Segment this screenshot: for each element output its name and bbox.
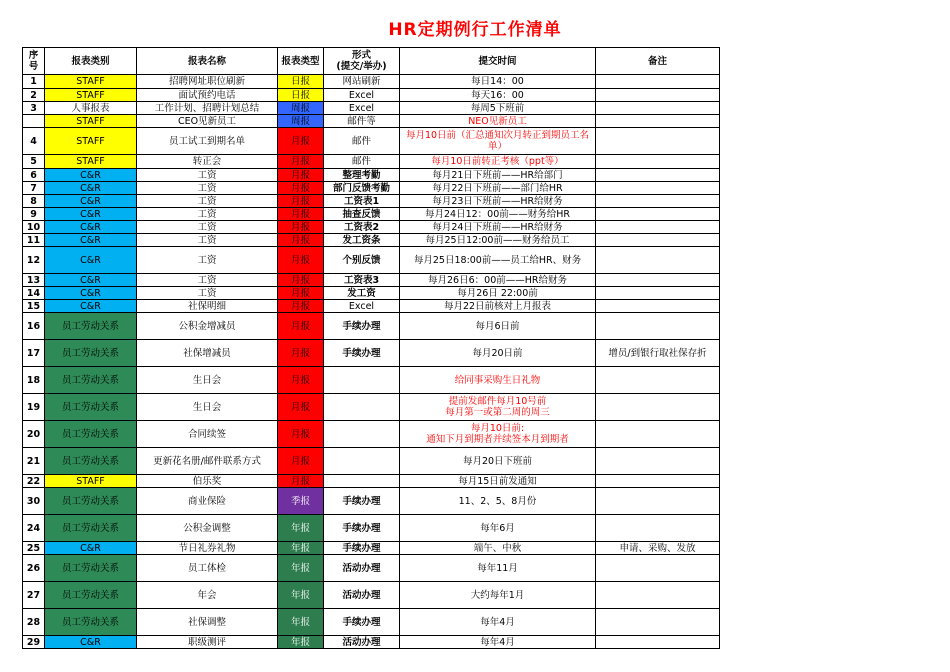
- row-report-name: 招聘网址职位刷新: [137, 75, 278, 89]
- row-report-type: 年报: [278, 609, 324, 636]
- row-report-type: 周报: [278, 115, 324, 128]
- table-row: [23, 421, 720, 448]
- row-category: 人事报表: [45, 102, 137, 115]
- row-report-name: 员工体检: [137, 555, 278, 582]
- table-row: [23, 169, 720, 182]
- row-report-type: 月报: [278, 234, 324, 247]
- row-note: 增员/到银行取社保存折: [596, 340, 720, 367]
- row-note: [596, 128, 720, 155]
- row-note: [596, 208, 720, 221]
- row-report-name: 工资: [137, 169, 278, 182]
- row-submit-time: 每月10日前转正考核（ppt等）: [400, 155, 596, 169]
- row-submit-time: 每年4月: [400, 609, 596, 636]
- row-note: [596, 394, 720, 421]
- row-report-type: 月报: [278, 340, 324, 367]
- row-submit-time: 每月22日前核对上月报表: [400, 300, 596, 313]
- row-report-name: 合同续签: [137, 421, 278, 448]
- row-note: [596, 75, 720, 89]
- row-note: [596, 182, 720, 195]
- row-category: STAFF: [45, 75, 137, 89]
- row-report-type: 年报: [278, 636, 324, 649]
- row-report-type: 月报: [278, 394, 324, 421]
- row-note: [596, 169, 720, 182]
- row-submit-time: 给同事采购生日礼物: [400, 367, 596, 394]
- row-number: 7: [23, 182, 45, 195]
- row-submit-time: 每月20日下班前: [400, 448, 596, 475]
- row-submit-time: 每年6月: [400, 515, 596, 542]
- row-report-type: 月报: [278, 475, 324, 488]
- row-number: 27: [23, 582, 45, 609]
- row-report-name: 工作计划、招聘计划总结: [137, 102, 278, 115]
- row-number: 15: [23, 300, 45, 313]
- row-note: [596, 195, 720, 208]
- header-no: 序号: [23, 48, 45, 75]
- table-row: [23, 182, 720, 195]
- row-note: [596, 475, 720, 488]
- row-report-type: 月报: [278, 274, 324, 287]
- row-report-name: 更新花名册/邮件联系方式: [137, 448, 278, 475]
- row-form: [324, 367, 400, 394]
- row-submit-time: NEO见新员工: [400, 115, 596, 128]
- row-number: 29: [23, 636, 45, 649]
- row-number: 3: [23, 102, 45, 115]
- row-note: [596, 448, 720, 475]
- row-note: 申请、采购、发放: [596, 542, 720, 555]
- row-category: C&R: [45, 274, 137, 287]
- row-submit-time: 每月15日前发通知: [400, 475, 596, 488]
- row-submit-time: 每周5下班前: [400, 102, 596, 115]
- row-category: 员工劳动关系: [45, 340, 137, 367]
- row-submit-time: 每年4月: [400, 636, 596, 649]
- table-row: [23, 394, 720, 421]
- row-category: 员工劳动关系: [45, 488, 137, 515]
- row-report-type: 周报: [278, 102, 324, 115]
- row-category: 员工劳动关系: [45, 367, 137, 394]
- row-report-type: 月报: [278, 208, 324, 221]
- row-report-name: 生日会: [137, 394, 278, 421]
- row-submit-time: 每月24日下班前——HR给财务: [400, 221, 596, 234]
- row-form: 活动办理: [324, 582, 400, 609]
- row-category: 员工劳动关系: [45, 313, 137, 340]
- row-report-name: 工资: [137, 287, 278, 300]
- row-report-type: 月报: [278, 182, 324, 195]
- row-form: 活动办理: [324, 555, 400, 582]
- row-report-name: 工资: [137, 221, 278, 234]
- row-form: 抽查反馈: [324, 208, 400, 221]
- header-note: 备注: [596, 48, 720, 75]
- row-report-type: 月报: [278, 128, 324, 155]
- row-category: C&R: [45, 169, 137, 182]
- header-time: 提交时间: [400, 48, 596, 75]
- row-submit-time: 大约每年1月: [400, 582, 596, 609]
- table-row: [23, 582, 720, 609]
- row-note: [596, 221, 720, 234]
- row-number: 13: [23, 274, 45, 287]
- row-form: 部门反馈考勤: [324, 182, 400, 195]
- row-number: 2: [23, 89, 45, 102]
- table-row: [23, 515, 720, 542]
- table-row: [23, 542, 720, 555]
- row-category: C&R: [45, 221, 137, 234]
- row-category: 员工劳动关系: [45, 448, 137, 475]
- row-category: 员工劳动关系: [45, 394, 137, 421]
- row-submit-time: 每月21日下班前——HR给部门: [400, 169, 596, 182]
- row-form: 手续办理: [324, 488, 400, 515]
- table-row: [23, 340, 720, 367]
- row-category: C&R: [45, 234, 137, 247]
- row-submit-time: 每月22日下班前——部门给HR: [400, 182, 596, 195]
- row-category: C&R: [45, 287, 137, 300]
- row-number: 9: [23, 208, 45, 221]
- row-note: [596, 582, 720, 609]
- row-number: 20: [23, 421, 45, 448]
- table-row: [23, 75, 720, 89]
- row-form: 个别反馈: [324, 247, 400, 274]
- row-form: [324, 475, 400, 488]
- row-number: 28: [23, 609, 45, 636]
- row-note: [596, 234, 720, 247]
- row-report-type: 年报: [278, 555, 324, 582]
- row-submit-time: 每月10日前: 通知下月到期者并续签本月到期者: [400, 421, 596, 448]
- row-note: [596, 515, 720, 542]
- row-report-name: 商业保险: [137, 488, 278, 515]
- row-number: 10: [23, 221, 45, 234]
- row-submit-time: 每月25日18:00前——员工给HR、财务: [400, 247, 596, 274]
- row-report-name: 员工试工到期名单: [137, 128, 278, 155]
- row-report-name: 社保调整: [137, 609, 278, 636]
- table-row: [23, 89, 720, 102]
- row-category: 员工劳动关系: [45, 582, 137, 609]
- row-note: [596, 89, 720, 102]
- row-report-type: 年报: [278, 582, 324, 609]
- row-report-name: 伯乐奖: [137, 475, 278, 488]
- row-note: [596, 102, 720, 115]
- row-report-type: 月报: [278, 221, 324, 234]
- row-report-type: 月报: [278, 448, 324, 475]
- row-form: Excel: [324, 102, 400, 115]
- row-submit-time: 每月24日12：00前——财务给HR: [400, 208, 596, 221]
- row-form: 邮件: [324, 155, 400, 169]
- row-number: 18: [23, 367, 45, 394]
- table-row: [23, 287, 720, 300]
- table-row: [23, 274, 720, 287]
- row-report-type: 月报: [278, 247, 324, 274]
- row-note: [596, 313, 720, 340]
- row-report-type: 季报: [278, 488, 324, 515]
- row-note: [596, 609, 720, 636]
- row-report-name: 公积金调整: [137, 515, 278, 542]
- row-submit-time: 每月10日前（汇总通知次月转正到期员工名单）: [400, 128, 596, 155]
- table-row: [23, 448, 720, 475]
- row-number: 22: [23, 475, 45, 488]
- table-row: [23, 636, 720, 649]
- row-note: [596, 488, 720, 515]
- row-form: 工资表2: [324, 221, 400, 234]
- row-category: STAFF: [45, 128, 137, 155]
- header-form: 形式 (提交/举办): [324, 48, 400, 75]
- row-form: [324, 394, 400, 421]
- row-number: 4: [23, 128, 45, 155]
- row-form: Excel: [324, 89, 400, 102]
- row-note: [596, 287, 720, 300]
- header-category: 报表类别: [45, 48, 137, 75]
- row-category: STAFF: [45, 155, 137, 169]
- row-submit-time: 每年11月: [400, 555, 596, 582]
- row-submit-time: 每天16：00: [400, 89, 596, 102]
- row-report-type: 月报: [278, 367, 324, 394]
- row-report-name: 公积金增减员: [137, 313, 278, 340]
- row-category: 员工劳动关系: [45, 515, 137, 542]
- row-form: Excel: [324, 300, 400, 313]
- row-report-name: 工资: [137, 274, 278, 287]
- row-number: 8: [23, 195, 45, 208]
- table-row: [23, 208, 720, 221]
- row-number: 17: [23, 340, 45, 367]
- hr-table-container: [22, 47, 720, 649]
- hr-task-table: [22, 47, 720, 649]
- table-row: [23, 234, 720, 247]
- row-category: 员工劳动关系: [45, 609, 137, 636]
- table-row: [23, 367, 720, 394]
- row-form: 发工资条: [324, 234, 400, 247]
- row-note: [596, 555, 720, 582]
- row-report-type: 日报: [278, 89, 324, 102]
- row-number: 5: [23, 155, 45, 169]
- row-category: STAFF: [45, 89, 137, 102]
- row-number: 30: [23, 488, 45, 515]
- row-form: 手续办理: [324, 542, 400, 555]
- row-number: 11: [23, 234, 45, 247]
- row-note: [596, 636, 720, 649]
- row-note: [596, 300, 720, 313]
- header-name: 报表名称: [137, 48, 278, 75]
- row-report-name: CEO见新员工: [137, 115, 278, 128]
- row-form: 活动办理: [324, 636, 400, 649]
- row-form: 手续办理: [324, 515, 400, 542]
- row-category: 员工劳动关系: [45, 555, 137, 582]
- row-submit-time: 每月20日前: [400, 340, 596, 367]
- table-row: [23, 300, 720, 313]
- row-submit-time: 每月26日6：00前——HR给财务: [400, 274, 596, 287]
- row-form: 邮件等: [324, 115, 400, 128]
- row-submit-time: 端午、中秋: [400, 542, 596, 555]
- row-submit-time: 每月23日下班前——HR给财务: [400, 195, 596, 208]
- row-report-type: 月报: [278, 421, 324, 448]
- row-note: [596, 155, 720, 169]
- row-report-type: 月报: [278, 300, 324, 313]
- row-report-name: 转正会: [137, 155, 278, 169]
- row-form: 工资表3: [324, 274, 400, 287]
- table-row: [23, 195, 720, 208]
- row-form: 网站刷新: [324, 75, 400, 89]
- row-number: 6: [23, 169, 45, 182]
- table-row: [23, 247, 720, 274]
- row-category: C&R: [45, 636, 137, 649]
- row-submit-time: 每月25日12:00前——财务给员工: [400, 234, 596, 247]
- row-note: [596, 115, 720, 128]
- row-number: 19: [23, 394, 45, 421]
- row-report-type: 月报: [278, 195, 324, 208]
- row-report-type: 月报: [278, 155, 324, 169]
- row-report-type: 日报: [278, 75, 324, 89]
- row-category: STAFF: [45, 115, 137, 128]
- table-row: [23, 488, 720, 515]
- row-note: [596, 274, 720, 287]
- row-note: [596, 421, 720, 448]
- table-row: [23, 313, 720, 340]
- row-number: 24: [23, 515, 45, 542]
- table-row: [23, 115, 720, 128]
- row-report-type: 月报: [278, 169, 324, 182]
- row-note: [596, 367, 720, 394]
- table-row: [23, 221, 720, 234]
- row-report-name: 面试预约电话: [137, 89, 278, 102]
- row-submit-time: 11、2、5、8月份: [400, 488, 596, 515]
- row-submit-time: 每日14：00: [400, 75, 596, 89]
- row-report-type: 年报: [278, 515, 324, 542]
- table-row: [23, 155, 720, 169]
- row-number: 14: [23, 287, 45, 300]
- row-category: C&R: [45, 247, 137, 274]
- row-report-name: 工资: [137, 208, 278, 221]
- row-report-name: 节日礼券礼物: [137, 542, 278, 555]
- row-category: C&R: [45, 300, 137, 313]
- row-form: 手续办理: [324, 340, 400, 367]
- row-number: 26: [23, 555, 45, 582]
- row-number: [23, 115, 45, 128]
- row-number: 1: [23, 75, 45, 89]
- row-number: 21: [23, 448, 45, 475]
- row-category: C&R: [45, 542, 137, 555]
- table-row: [23, 128, 720, 155]
- row-form: [324, 448, 400, 475]
- row-report-type: 月报: [278, 313, 324, 340]
- table-row: [23, 555, 720, 582]
- header-type: 报表类型: [278, 48, 324, 75]
- header-row: [23, 48, 720, 75]
- sheet-title: HR定期例行工作清单: [388, 20, 562, 40]
- row-note: [596, 247, 720, 274]
- row-submit-time: 提前发邮件每月10号前 每月第一或第二周的周三: [400, 394, 596, 421]
- row-form: [324, 421, 400, 448]
- row-number: 12: [23, 247, 45, 274]
- row-category: C&R: [45, 208, 137, 221]
- row-form: 工资表1: [324, 195, 400, 208]
- row-report-type: 月报: [278, 287, 324, 300]
- row-form: 手续办理: [324, 609, 400, 636]
- table-row: [23, 102, 720, 115]
- row-number: 16: [23, 313, 45, 340]
- row-report-name: 年会: [137, 582, 278, 609]
- row-form: 手续办理: [324, 313, 400, 340]
- row-report-name: 工资: [137, 247, 278, 274]
- row-report-name: 社保增减员: [137, 340, 278, 367]
- row-form: 整理考勤: [324, 169, 400, 182]
- row-number: 25: [23, 542, 45, 555]
- row-form: 邮件: [324, 128, 400, 155]
- row-submit-time: 每月6日前: [400, 313, 596, 340]
- row-category: STAFF: [45, 475, 137, 488]
- row-form: 发工资: [324, 287, 400, 300]
- row-report-name: 职级测评: [137, 636, 278, 649]
- row-submit-time: 每月26日 22:00前: [400, 287, 596, 300]
- row-report-name: 生日会: [137, 367, 278, 394]
- row-report-type: 年报: [278, 542, 324, 555]
- row-report-name: 工资: [137, 195, 278, 208]
- row-category: 员工劳动关系: [45, 421, 137, 448]
- table-row: [23, 609, 720, 636]
- row-report-name: 工资: [137, 234, 278, 247]
- row-category: C&R: [45, 195, 137, 208]
- row-report-name: 社保明细: [137, 300, 278, 313]
- row-category: C&R: [45, 182, 137, 195]
- table-row: [23, 475, 720, 488]
- row-report-name: 工资: [137, 182, 278, 195]
